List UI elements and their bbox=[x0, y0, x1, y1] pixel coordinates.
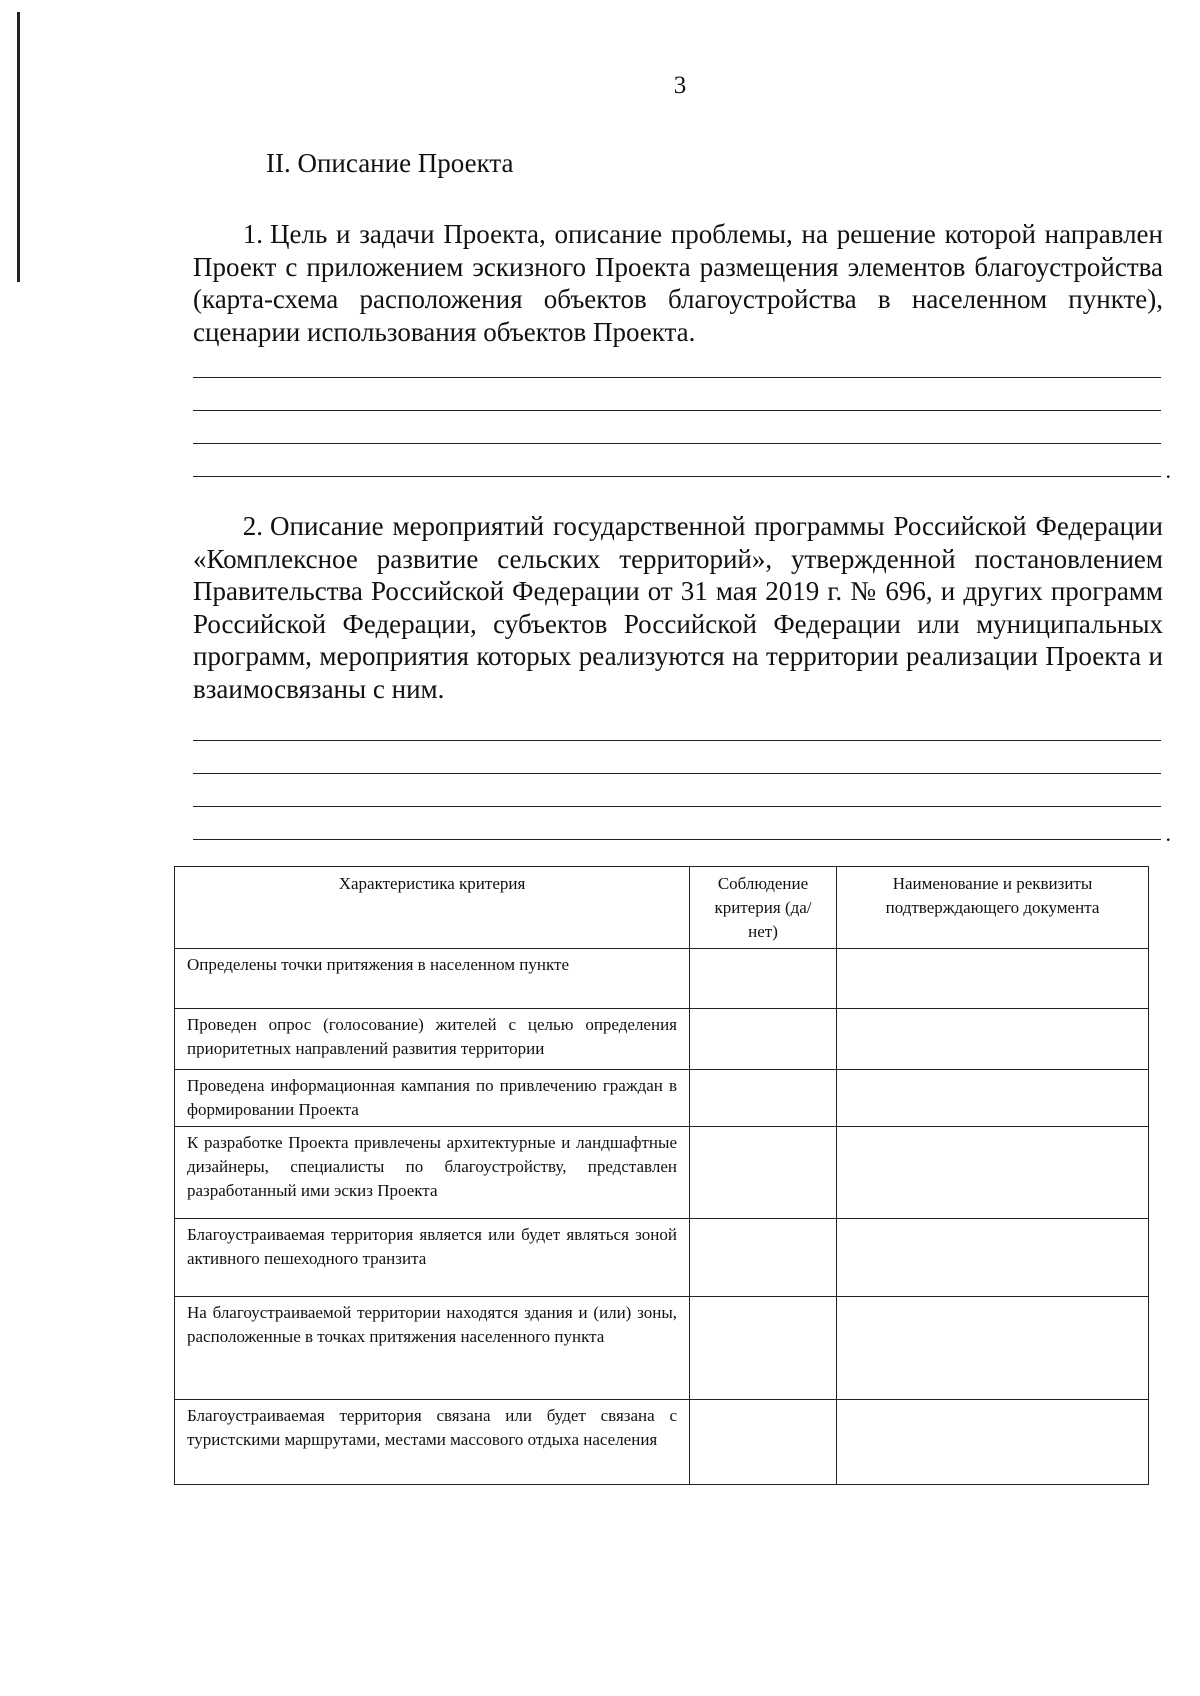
fill-in-line[interactable] bbox=[193, 345, 1161, 378]
criterion-cell: Благоустраиваемая территория является или будет являться зоной активного пешеходного транзита bbox=[175, 1219, 690, 1297]
document-cell[interactable] bbox=[837, 949, 1149, 1009]
table-row bbox=[175, 1070, 1149, 1127]
compliance-cell[interactable] bbox=[690, 949, 837, 1009]
fill-in-line[interactable] bbox=[193, 378, 1161, 411]
paragraph-project-goals bbox=[193, 218, 1163, 348]
compliance-cell[interactable] bbox=[690, 1400, 837, 1485]
table-row bbox=[175, 1219, 1149, 1297]
table-row bbox=[175, 949, 1149, 1009]
document-cell[interactable] bbox=[837, 1219, 1149, 1297]
document-cell[interactable] bbox=[837, 1127, 1149, 1219]
table-row bbox=[175, 1009, 1149, 1070]
compliance-cell[interactable] bbox=[690, 1009, 837, 1070]
criterion-cell: Определены точки притяжения в населенном пункте bbox=[175, 949, 690, 1009]
fill-in-line[interactable] bbox=[193, 807, 1171, 846]
document-cell[interactable] bbox=[837, 1400, 1149, 1485]
fill-in-line[interactable] bbox=[193, 411, 1161, 444]
criterion-cell: К разработке Проекта привлечены архитектурные и ландшафтные дизайнеры, специалисты по благоустройству, представлен разработанный ими эскиз Проекта bbox=[175, 1127, 690, 1219]
header-document: Наименование и реквизиты подтверждающего документа bbox=[837, 867, 1149, 949]
fill-in-line[interactable] bbox=[193, 741, 1161, 774]
table-header-row bbox=[175, 867, 1149, 949]
fill-in-line[interactable] bbox=[193, 774, 1161, 807]
criterion-cell: Проведена информационная кампания по привлечению граждан в формировании Проекта bbox=[175, 1070, 690, 1127]
fill-in-line[interactable] bbox=[193, 444, 1171, 483]
compliance-cell[interactable] bbox=[690, 1297, 837, 1400]
paragraph-text: Описание мероприятий государственной программы Российской Федерации «Комплексное развитие сельских территорий», утвержденной постановлением Правительства Российской Федерации от 31 мая 2019 г. № 696, и других программ Российской Федерации, субъектов Российской Федерации или муниципальных программ, мероприятия которых реализуются на территории реализации Проекта и взаимосвязаны с ним. bbox=[193, 511, 1163, 704]
compliance-cell[interactable] bbox=[690, 1127, 837, 1219]
section-heading: II. Описание Проекта bbox=[266, 148, 514, 178]
fill-in-lines-goals bbox=[193, 345, 1171, 483]
paragraph-number: 1. bbox=[242, 219, 263, 249]
scan-edge-mark bbox=[17, 12, 20, 282]
criterion-cell: Проведен опрос (голосование) жителей с целью определения приоритетных направлений развития территории bbox=[175, 1009, 690, 1070]
header-compliance: Соблюдение критерия (да/нет) bbox=[690, 867, 837, 949]
fill-in-line[interactable] bbox=[193, 708, 1161, 741]
criterion-cell: На благоустраиваемой территории находятся здания и (или) зоны, расположенные в точках притяжения населенного пункта bbox=[175, 1297, 690, 1400]
table-row bbox=[175, 1127, 1149, 1219]
fill-in-lines-activities bbox=[193, 708, 1171, 846]
criteria-table bbox=[174, 866, 1149, 1485]
table-row bbox=[175, 1297, 1149, 1400]
paragraph-program-activities bbox=[193, 510, 1163, 705]
line-end-period: . bbox=[1165, 458, 1171, 483]
document-cell[interactable] bbox=[837, 1297, 1149, 1400]
header-criterion: Характеристика критерия bbox=[175, 867, 690, 949]
line-end-period: . bbox=[1165, 821, 1171, 846]
table-row bbox=[175, 1400, 1149, 1485]
paragraph-text: Цель и задачи Проекта, описание проблемы, на решение которой направлен Проект с приложением эскизного Проекта размещения элементов благоустройства (карта-схема расположения объектов благоустройства в населенном пункте), сценарии использования объектов Проекта. bbox=[193, 219, 1163, 347]
paragraph-number: 2. bbox=[242, 511, 263, 541]
page-number: 3 bbox=[673, 72, 687, 99]
document-cell[interactable] bbox=[837, 1009, 1149, 1070]
compliance-cell[interactable] bbox=[690, 1219, 837, 1297]
document-cell[interactable] bbox=[837, 1070, 1149, 1127]
compliance-cell[interactable] bbox=[690, 1070, 837, 1127]
criterion-cell: Благоустраиваемая территория связана или будет связана с туристскими маршрутами, местами массового отдыха населения bbox=[175, 1400, 690, 1485]
